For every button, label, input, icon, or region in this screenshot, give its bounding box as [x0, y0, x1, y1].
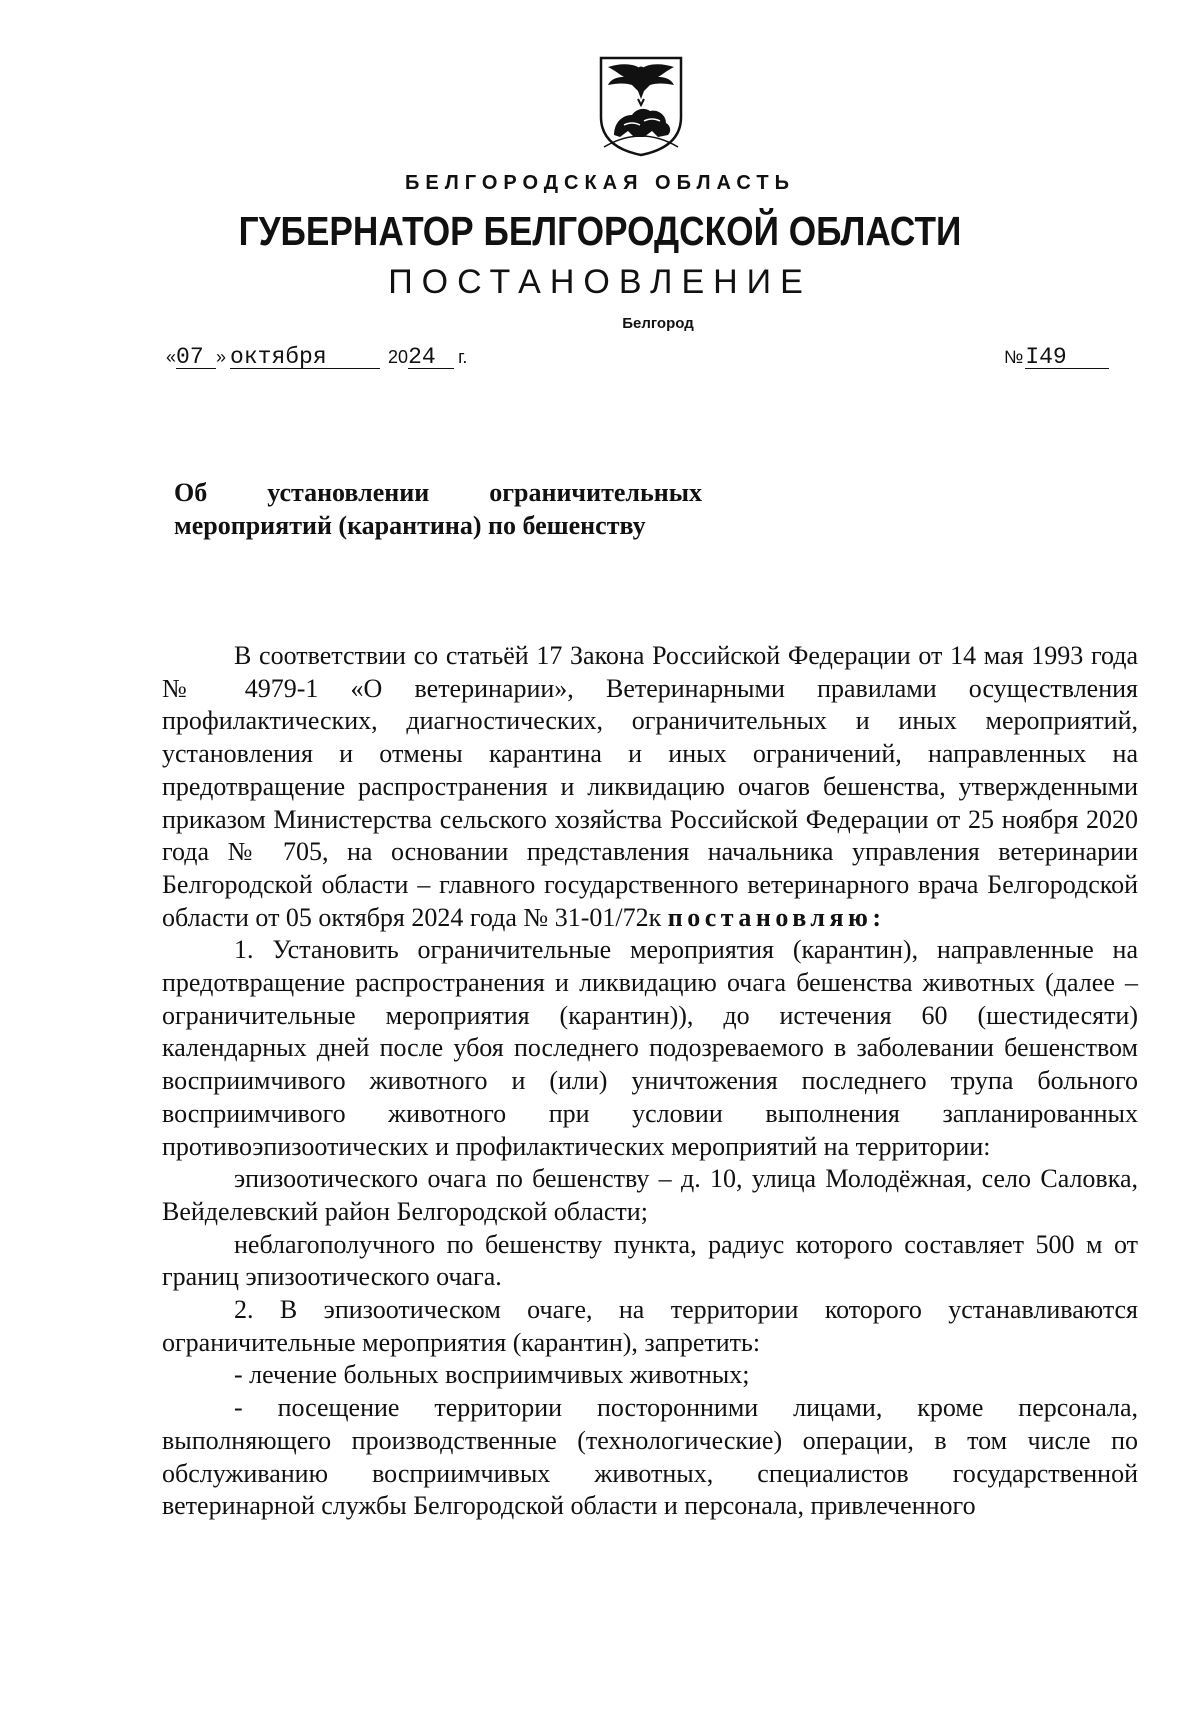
date-month-field	[230, 344, 380, 370]
number-sign: №	[1004, 347, 1024, 367]
date-day: 07	[176, 344, 204, 370]
number-field	[1025, 344, 1109, 370]
date-open-quote: «	[166, 347, 177, 367]
document-number	[1004, 344, 1109, 370]
clause-2-item-visits: - посещение территории посторонними лицами, кроме персонала, выполняющего производственные (технологические) операции, в том числе по обслуживанию восприимчивых животных, специалистов государственной ветеринарной службы Белгородской области и персонала, привлеченного	[162, 1393, 1138, 1521]
number-value: I49	[1025, 344, 1067, 370]
date-day-field	[176, 344, 216, 370]
title-line-2: мероприятий (карантина) по бешенству	[174, 511, 646, 540]
clause-1-focus-paragraph: эпизоотического очага по бешенству – д. 10, улица Молодёжная, село Саловка, Вейделевский район Белгородской области;	[162, 1164, 1138, 1226]
preamble-text: В соответствии со статьёй 17 Закона Российской Федерации от 14 мая 1993 года № 4979-1 «О ветеринарии», Ветеринарными правилами осуществления профилактических, диагностических, ограничительных и иных мероприятий, установления и отмены карантина и иных ограничений, направленных на предотвращение распространения и ликвидацию очагов бешенства, утвержденными приказом Министерства сельского хозяйства Российской Федерации от 25 ноября 2020 года № 705, на основании представления начальника управления ветеринарии Белгородской области – главного государственного ветеринарного врача Белгородской области от 05 октября 2024 года № 31-01/72к	[162, 641, 1138, 932]
title-line-1: Об установлении ограничительных	[174, 478, 702, 507]
date-close-quote: »	[216, 347, 227, 367]
clause-2-paragraph: 2. В эпизоотическом очаге, на территории которого устанавливаются ограничительные мероприятия (карантин), запретить:	[162, 1295, 1138, 1357]
date-year-suffix: 24	[408, 344, 436, 370]
clause-2-item-treatment: - лечение больных восприимчивых животных;	[234, 1360, 750, 1390]
clause-1-point-paragraph: неблагополучного по бешенству пункта, радиус которого составляет 500 м от границ эпизоотического очага.	[162, 1229, 1138, 1292]
document-body	[162, 640, 1138, 1523]
clause-1-paragraph: 1. Установить ограничительные мероприятия (карантин), направленные на предотвращение распространения и ликвидацию очага бешенства животных (далее – ограничительные мероприятия (карантин)), до истечения 60 (шестидесяти) календарных дней после убоя последнего подозреваемого в заболевании бешенством восприимчивого животного и (или) уничтожения последнего трупа больного восприимчивого животного при условии выполнения запланированных противоэпизоотических и профилактических мероприятий на территории:	[162, 935, 1138, 1161]
document-title	[174, 476, 702, 542]
document-date	[166, 344, 467, 370]
date-year-abbr: г.	[458, 347, 468, 367]
region-heading: БЕЛГОРОДСКАЯ ОБЛАСТЬ	[405, 172, 795, 194]
preamble-paragraph	[162, 640, 1138, 934]
resolution-keyword: постановляю:	[667, 902, 886, 932]
document-type-heading: ПОСТАНОВЛЕНИЕ	[388, 263, 812, 301]
date-month: октября	[230, 344, 327, 370]
date-year-prefix: 20	[388, 347, 409, 367]
city-label: Белгород	[622, 315, 694, 332]
date-year-field	[408, 344, 454, 370]
coat-of-arms-emblem	[596, 55, 686, 157]
authority-heading: ГУБЕРНАТОР БЕЛГОРОДСКОЙ ОБЛАСТИ	[238, 208, 962, 254]
